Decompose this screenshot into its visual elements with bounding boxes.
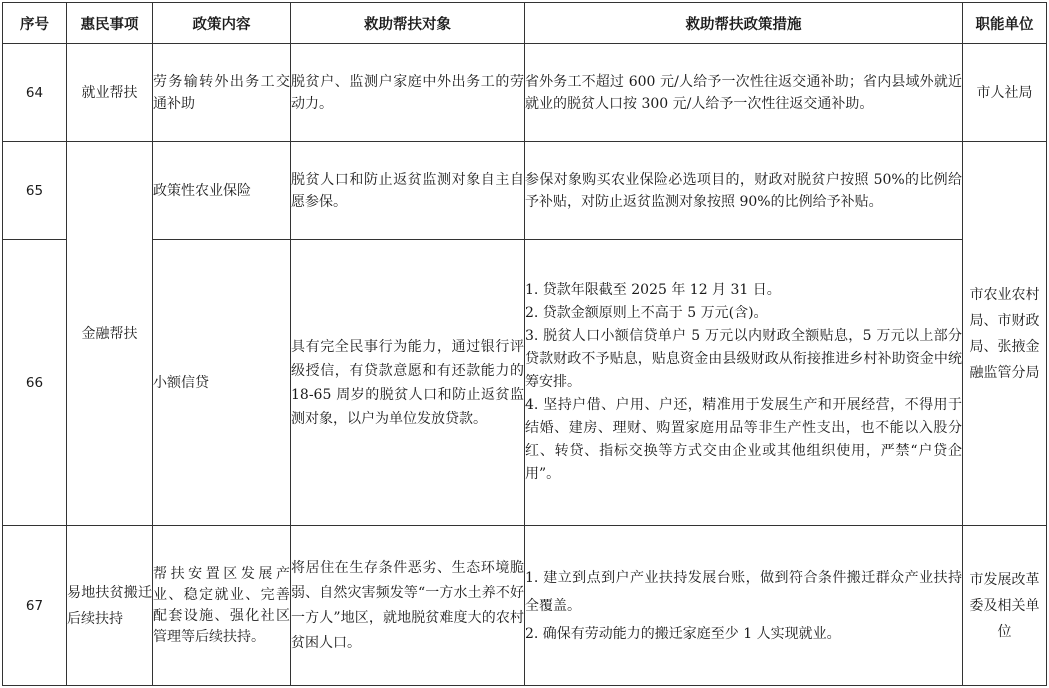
row-item: 易地扶贫搬迁后续扶持	[67, 526, 153, 686]
row-target: 将居住在生存条件恶劣、生态环境脆弱、自然灾害频发等“一方水土养不好一方人”地区，就地脱贫难度大的农村贫困人口。	[291, 526, 525, 686]
row-number: 67	[3, 526, 67, 686]
measure-item: 1. 贷款年限截至 2025 年 12 月 31 日。	[525, 282, 781, 298]
header-measures: 救助帮扶政策措施	[525, 3, 963, 44]
row-content: 帮扶安置区发展产业、稳定就业、完善配套设施、强化社区管理等后续扶持。	[153, 526, 291, 686]
measure-item: 2. 确保有劳动能力的搬迁家庭至少 1 人实现就业。	[525, 625, 841, 642]
measure-item: 2. 贷款金额原则上不高于 5 万元(含)。	[525, 305, 768, 321]
row-number: 66	[3, 240, 67, 526]
row-measures	[525, 142, 963, 240]
measure-item: 3. 脱贫人口小额信贷单户 5 万元以内财政全额贴息，5 万元以上部分贷款财政不予贴息，贴息资金由县级财政从衔接推进乡村补助资金中统筹安排。	[525, 328, 962, 390]
row-dept: 市人社局	[963, 44, 1047, 142]
header-content: 政策内容	[153, 3, 291, 44]
table-row	[3, 44, 1047, 142]
table-row	[3, 240, 1047, 526]
row-number: 64	[3, 44, 67, 142]
row-measures	[525, 240, 963, 526]
measure-text: 参保对象购买农业保险必选项目的，财政对脱贫户按照 50%的比例给予补贴，对防止返贫监测对象按照 90%的比例给予补贴。	[525, 171, 962, 210]
row-dept: 市农业农村局、市财政局、张掖金融监管分局	[963, 142, 1047, 526]
row-target: 脱贫人口和防止返贫监测对象自主自愿参保。	[291, 142, 525, 240]
table-row	[3, 526, 1047, 686]
row-dept: 市发展改革委及相关单位	[963, 526, 1047, 686]
row-target: 脱贫户、监测户家庭中外出务工的劳动力。	[291, 44, 525, 142]
row-item: 金融帮扶	[67, 142, 153, 526]
row-item: 就业帮扶	[67, 44, 153, 142]
header-row	[3, 3, 1047, 44]
header-item: 惠民事项	[67, 3, 153, 44]
header-no: 序号	[3, 3, 67, 44]
header-dept: 职能单位	[963, 3, 1047, 44]
measure-text: 省外务工不超过 600 元/人给予一次性往返交通补助；省内县域外就近就业的脱贫人口按 300 元/人给予一次性往返交通补助。	[525, 73, 962, 112]
measure-item: 1. 建立到点到户产业扶持发展台账，做到符合条件搬迁群众产业扶持全覆盖。	[525, 569, 962, 614]
table-row	[3, 142, 1047, 240]
measure-item: 4. 坚持户借、户用、户还，精准用于发展生产和开展经营，不得用于结婚、建房、理财、购置家庭用品等非生产性支出，也不能以入股分红、转贷、指标交换等方式交由企业或其他组织使用，严禁“户贷企用”。	[525, 397, 962, 482]
row-content: 小额信贷	[153, 240, 291, 526]
row-target: 具有完全民事行为能力，通过银行评级授信，有贷款意愿和有还款能力的 18-65 周岁的脱贫人口和防止返贫监测对象，以户为单位发放贷款。	[291, 240, 525, 526]
row-content: 政策性农业保险	[153, 142, 291, 240]
row-number: 65	[3, 142, 67, 240]
row-measures	[525, 526, 963, 686]
policy-table	[2, 2, 1047, 686]
header-target: 救助帮扶对象	[291, 3, 525, 44]
row-measures	[525, 44, 963, 142]
row-content: 劳务输转外出务工交通补助	[153, 44, 291, 142]
